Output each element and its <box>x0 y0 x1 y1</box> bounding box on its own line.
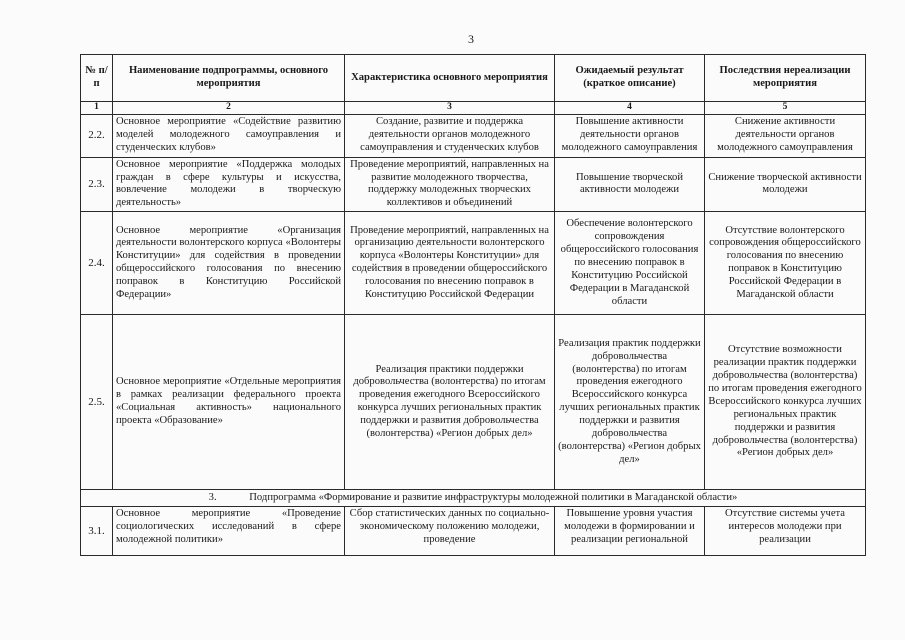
row-consequences: Снижение творческой активности молодежи <box>705 157 866 212</box>
col-number: 3 <box>345 102 555 115</box>
section-number: 3. <box>208 491 217 503</box>
row-expected: Повышение уровня участия молодежи в формировании и реализации региональной <box>555 507 705 556</box>
page-number: 3 <box>468 32 474 46</box>
row-name: Основное мероприятие «Поддержка молодых граждан в сфере культуры и искусства, вовлечение молодежи в творческую деятельность» <box>113 157 345 212</box>
section-title: Подпрограмма «Формирование и развитие инфраструктуры молодежной политики в Магаданской области» <box>249 491 738 503</box>
row-characteristic: Реализация практики поддержки добровольчества (волонтерства) по итогам проведения ежегодного Всероссийского конкурса лучших региональных практик поддержки и развития добровольчества (волонтерства) «Регион добрых дел» <box>345 315 555 490</box>
row-characteristic: Проведение мероприятий, направленных на развитие молодежного творчества, поддержку молодежных творческих коллективов и объединений <box>345 157 555 212</box>
table-row <box>81 157 866 212</box>
table-row <box>81 507 866 556</box>
col-number: 5 <box>705 102 866 115</box>
column-number-row <box>81 102 866 115</box>
header-num: № п/п <box>81 55 113 102</box>
row-expected: Реализация практик поддержки добровольчества (волонтерства) по итогам проведения ежегодного Всероссийского конкурса лучших региональных практик поддержки и развития добровольчества (волонтерства) «Регион добрых дел» <box>555 315 705 490</box>
row-number: 3.1. <box>81 507 113 556</box>
row-consequences: Отсутствие волонтерского сопровождения общероссийского голосования по внесению поправок в Конституцию Российской Федерации в Магаданской области <box>705 212 866 315</box>
row-consequences: Снижение активности деятельности органов молодежного самоуправления <box>705 114 866 157</box>
row-expected: Повышение активности деятельности органов молодежного самоуправления <box>555 114 705 157</box>
col-number: 4 <box>555 102 705 115</box>
row-expected: Обеспечение волонтерского сопровождения общероссийского голосования по внесению поправок в Конституцию Российской Федерации в Магаданской области <box>555 212 705 315</box>
row-consequences: Отсутствие системы учета интересов молодежи при реализации <box>705 507 866 556</box>
table-row <box>81 212 866 315</box>
table-row <box>81 114 866 157</box>
header-consequences: Последствия нереализации мероприятия <box>705 55 866 102</box>
row-number: 2.4. <box>81 212 113 315</box>
row-characteristic: Сбор статистических данных по социально-экономическому положению молодежи, проведение <box>345 507 555 556</box>
table-row <box>81 315 866 490</box>
row-characteristic: Проведение мероприятий, направленных на организацию деятельности волонтерского корпуса «Волонтеры Конституции» для содействия в проведении общероссийского голосования по внесению поправок в Конституцию Российской Федерации <box>345 212 555 315</box>
row-number: 2.2. <box>81 114 113 157</box>
program-table <box>80 54 866 556</box>
col-number: 1 <box>81 102 113 115</box>
row-characteristic: Создание, развитие и поддержка деятельности органов молодежного самоуправления и студенческих клубов <box>345 114 555 157</box>
row-name: Основное мероприятие «Содействие развитию моделей молодежного самоуправления и студенческих клубов» <box>113 114 345 157</box>
header-row <box>81 55 866 102</box>
header-name: Наименование подпрограммы, основного мероприятия <box>113 55 345 102</box>
row-name: Основное мероприятие «Отдельные мероприятия в рамках реализации федерального проекта «Социальная активность» национального проекта «Образование» <box>113 315 345 490</box>
row-name: Основное мероприятие «Проведение социологических исследований в сфере молодежной политики» <box>113 507 345 556</box>
row-number: 2.3. <box>81 157 113 212</box>
header-expected: Ожидаемый результат (краткое описание) <box>555 55 705 102</box>
header-characteristic: Характеристика основного мероприятия <box>345 55 555 102</box>
section-row <box>81 490 866 507</box>
col-number: 2 <box>113 102 345 115</box>
row-expected: Повышение творческой активности молодежи <box>555 157 705 212</box>
section-heading <box>81 490 866 507</box>
row-name: Основное мероприятие «Организация деятельности волонтерского корпуса «Волонтеры Конституции» для содействия в проведении общероссийского голосования по внесению поправок в Конституцию Российской Федерации» <box>113 212 345 315</box>
row-number: 2.5. <box>81 315 113 490</box>
row-consequences: Отсутствие возможности реализации практик поддержки добровольчества (волонтерства) по итогам проведения ежегодного Всероссийского конкурса лучших региональных практик поддержки и развития добровольчества (волонтерства) «Регион добрых дел» <box>705 315 866 490</box>
